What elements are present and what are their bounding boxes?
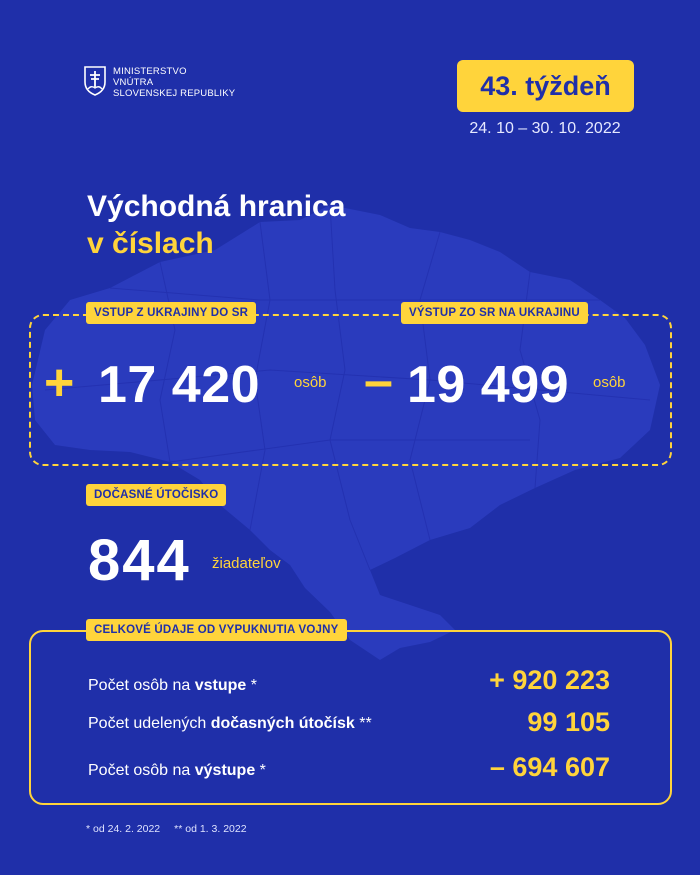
totals-row-asylum: Počet udelených dočasných útočísk ** (88, 715, 372, 732)
totals-value-asylum: 99 105 (527, 707, 610, 737)
totals-value-entry: + 920 223 (489, 665, 610, 695)
exit-value: 19 499 (407, 356, 570, 414)
week-badge: 43. týždeň (457, 60, 634, 112)
exit-unit: osôb (593, 374, 626, 391)
asylum-unit: žiadateľov (212, 555, 281, 572)
page-title (87, 188, 345, 262)
asylum-tag: DOČASNÉ ÚTOČISKO (86, 484, 226, 506)
footnote-2: ** od 1. 3. 2022 (174, 823, 247, 835)
minus-sign: – (364, 352, 393, 410)
entry-tag: VSTUP Z UKRAJINY DO SR (86, 302, 256, 324)
totals-tag: CELKOVÉ ÚDAJE OD VYPUKNUTIA VOJNY (86, 619, 347, 641)
totals-row-exit: Počet osôb na výstupe * (88, 762, 266, 779)
totals-value-exit: – 694 607 (489, 752, 610, 782)
footnotes (86, 823, 247, 835)
logo-line-3: SLOVENSKEJ REPUBLIKY (113, 88, 236, 99)
title-line-2: v číslach (87, 227, 214, 260)
entry-unit: osôb (294, 374, 327, 391)
totals-row-entry: Počet osôb na vstupe * (88, 677, 257, 694)
plus-sign: + (44, 354, 75, 412)
title-line-1: Východná hranica (87, 190, 346, 223)
entry-value: 17 420 (98, 356, 261, 414)
ministry-logo (84, 66, 235, 99)
logo-line-1: MINISTERSTVO (113, 66, 187, 77)
slovak-coat-of-arms-icon (84, 66, 106, 96)
footnote-1: * od 24. 2. 2022 (86, 823, 161, 835)
asylum-value: 844 (88, 528, 191, 593)
logo-line-2: VNÚTRA (113, 77, 154, 88)
week-dates: 24. 10 – 30. 10. 2022 (469, 120, 621, 137)
exit-tag: VÝSTUP ZO SR NA UKRAJINU (401, 302, 588, 324)
